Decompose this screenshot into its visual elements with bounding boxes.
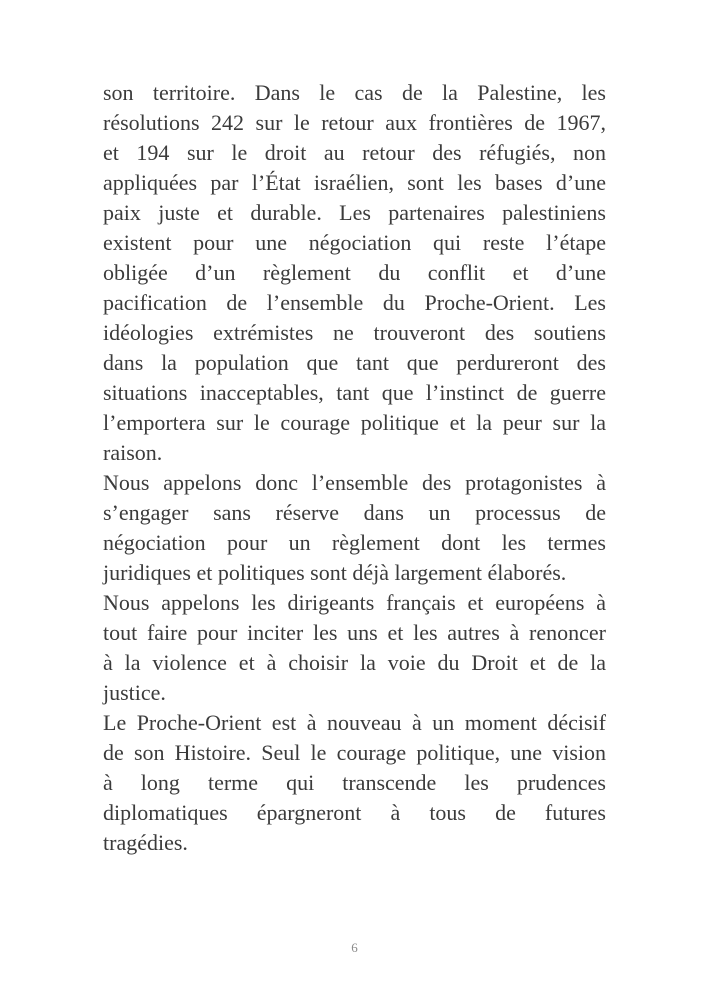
text-line: justice. bbox=[103, 680, 166, 705]
page-number: 6 bbox=[351, 940, 358, 955]
paragraph bbox=[103, 708, 606, 858]
text-line: de son Histoire. Seul le courage politique, une vision bbox=[103, 740, 606, 765]
text-line: et 194 sur le droit au retour des réfugiés, non bbox=[103, 140, 606, 165]
text-line: s’engager sans réserve dans un processus de bbox=[103, 500, 606, 525]
text-line: résolutions 242 sur le retour aux frontières de 1967, bbox=[103, 110, 606, 135]
paragraph bbox=[103, 78, 606, 468]
text-line: Le Proche-Orient est à nouveau à un moment décisif bbox=[103, 710, 606, 735]
text-line: tout faire pour inciter les uns et les autres à renoncer bbox=[103, 620, 606, 645]
text-line: pacification de l’ensemble du Proche-Orient. Les bbox=[103, 290, 606, 315]
page-text bbox=[103, 78, 606, 858]
text-line: obligée d’un règlement du conflit et d’une bbox=[103, 260, 606, 285]
text-line: dans la population que tant que perdureront des bbox=[103, 350, 606, 375]
text-line: diplomatiques épargneront à tous de futures bbox=[103, 800, 606, 825]
text-line: à la violence et à choisir la voie du Droit et de la bbox=[103, 650, 606, 675]
text-line: son territoire. Dans le cas de la Palestine, les bbox=[103, 80, 606, 105]
text-line: existent pour une négociation qui reste l’étape bbox=[103, 230, 606, 255]
text-line: tragédies. bbox=[103, 830, 188, 855]
text-line: situations inacceptables, tant que l’instinct de guerre bbox=[103, 380, 606, 405]
text-line: paix juste et durable. Les partenaires palestiniens bbox=[103, 200, 606, 225]
paragraph bbox=[103, 468, 606, 588]
text-line: idéologies extrémistes ne trouveront des soutiens bbox=[103, 320, 606, 345]
text-line: négociation pour un règlement dont les termes bbox=[103, 530, 606, 555]
paragraph bbox=[103, 588, 606, 708]
text-line: à long terme qui transcende les prudences bbox=[103, 770, 606, 795]
text-line: appliquées par l’État israélien, sont les bases d’une bbox=[103, 170, 606, 195]
text-line: raison. bbox=[103, 440, 163, 465]
text-line: Nous appelons donc l’ensemble des protagonistes à bbox=[103, 470, 606, 495]
text-line: l’emportera sur le courage politique et la peur sur la bbox=[103, 410, 606, 435]
text-line: Nous appelons les dirigeants français et européens à bbox=[103, 590, 606, 615]
text-line: juridiques et politiques sont déjà largement élaborés. bbox=[103, 560, 567, 585]
